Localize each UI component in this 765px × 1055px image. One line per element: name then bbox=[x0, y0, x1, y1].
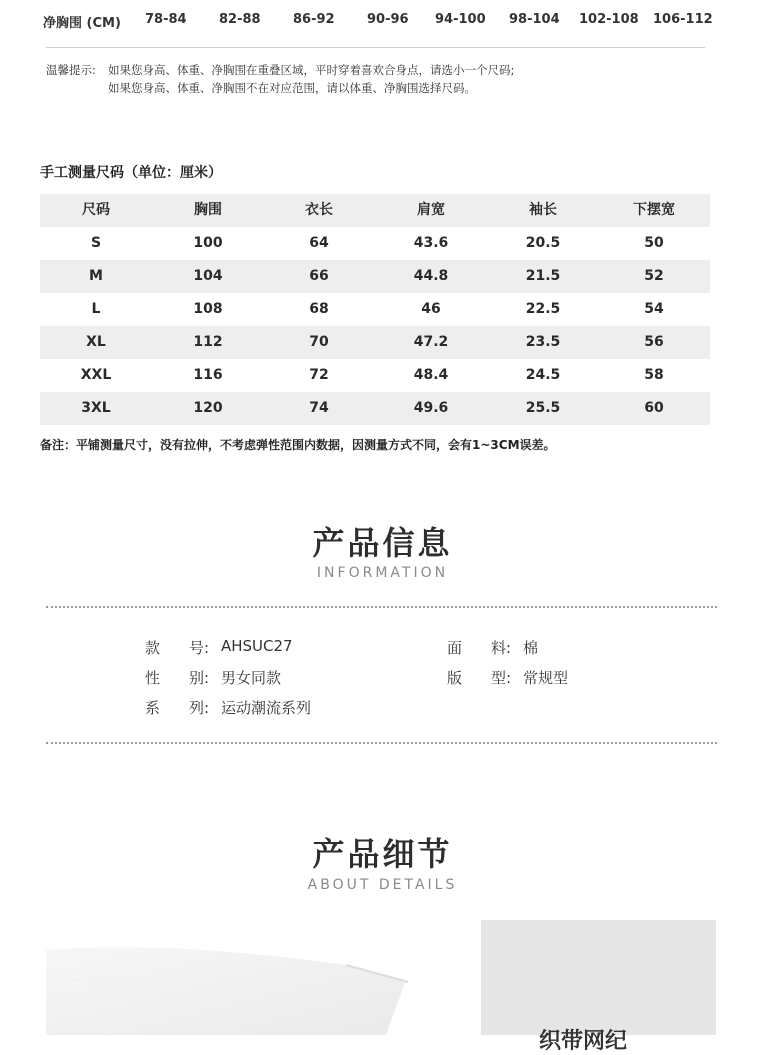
table-header-cell: 袖长 bbox=[529, 202, 557, 218]
table-cell: L bbox=[91, 301, 101, 317]
info-label: 号: bbox=[189, 639, 210, 657]
detail-photo-fabric bbox=[46, 920, 481, 1035]
table-cell: 66 bbox=[309, 268, 329, 284]
table-cell: 58 bbox=[644, 367, 664, 383]
table-header-cell: 胸围 bbox=[194, 202, 222, 218]
tip-line-2: 如果您身高、体重、净胸围不在对应范围，请以体重、净胸围选择尺码。 bbox=[108, 81, 476, 95]
info-label: 款 bbox=[145, 639, 161, 657]
info-label: 系 bbox=[145, 699, 161, 717]
measure-note: 备注：平铺测量尺寸，没有拉伸，不考虑弹性范围内数据，因测量方式不同，会有1~3CM误差。 bbox=[40, 438, 556, 452]
table-cell: XXL bbox=[80, 367, 112, 383]
chest-value: 98-104 bbox=[509, 12, 560, 27]
table-cell: 43.6 bbox=[413, 235, 449, 251]
table-cell: 44.8 bbox=[413, 268, 449, 284]
dotted-divider bbox=[46, 742, 717, 744]
table-cell: 54 bbox=[644, 301, 664, 317]
info-label: 别: bbox=[189, 669, 210, 687]
details-subtitle: ABOUT DETAILS bbox=[307, 877, 458, 893]
table-header-row bbox=[40, 194, 710, 227]
divider bbox=[46, 47, 705, 48]
chest-value: 86-92 bbox=[293, 12, 335, 27]
chest-value: 90-96 bbox=[367, 12, 409, 27]
chest-value: 82-88 bbox=[219, 12, 261, 27]
table-cell: M bbox=[89, 268, 103, 284]
table-cell: 46 bbox=[421, 301, 441, 317]
table-cell: 48.4 bbox=[413, 367, 449, 383]
dotted-divider bbox=[46, 606, 717, 608]
table-cell: 120 bbox=[193, 400, 223, 416]
table-cell: 112 bbox=[193, 334, 223, 350]
table-cell: S bbox=[90, 235, 102, 251]
table-cell: 70 bbox=[309, 334, 329, 350]
detail-photo-tape bbox=[481, 920, 716, 1054]
chest-value: 94-100 bbox=[435, 12, 486, 27]
info-label: 列: bbox=[189, 699, 210, 717]
table-cell: 22.5 bbox=[525, 301, 561, 317]
table-header-cell: 下摆宽 bbox=[633, 202, 675, 218]
table-cell: 60 bbox=[644, 400, 664, 416]
table-header-cell: 尺码 bbox=[82, 202, 110, 218]
info-value: 男女同款 bbox=[221, 669, 282, 687]
info-label: 面 bbox=[447, 639, 463, 657]
table-cell: 64 bbox=[309, 235, 329, 251]
table-header-cell: 肩宽 bbox=[417, 202, 445, 218]
table-row bbox=[40, 227, 710, 260]
table-row bbox=[40, 260, 710, 293]
info-value: 常规型 bbox=[523, 669, 569, 687]
measure-table bbox=[40, 194, 710, 425]
table-cell: 47.2 bbox=[413, 334, 449, 350]
table-cell: XL bbox=[86, 334, 106, 350]
table-cell: 50 bbox=[644, 235, 664, 251]
info-label: 版 bbox=[447, 669, 463, 687]
chest-value: 78-84 bbox=[145, 12, 187, 27]
info-subtitle: INFORMATION bbox=[316, 565, 449, 581]
chest-label: 净胸围 (CM) bbox=[43, 16, 121, 31]
table-cell: 24.5 bbox=[525, 367, 561, 383]
table-cell: 21.5 bbox=[525, 268, 561, 284]
measure-table-title: 手工测量尺码（单位：厘米） bbox=[40, 165, 222, 181]
info-title: 产品信息 bbox=[312, 524, 453, 562]
table-row bbox=[40, 392, 710, 425]
table-cell: 52 bbox=[644, 268, 664, 284]
table-cell: 25.5 bbox=[525, 400, 561, 416]
table-cell: 20.5 bbox=[525, 235, 561, 251]
table-row bbox=[40, 326, 710, 359]
fabric-image bbox=[46, 920, 481, 1035]
table-row bbox=[40, 293, 710, 326]
table-cell: 72 bbox=[309, 367, 329, 383]
info-value: 棉 bbox=[523, 639, 539, 657]
tip-line-1: 如果您身高、体重、净胸围在重叠区域，平时穿着喜欢合身点，请选小一个尺码; bbox=[108, 63, 515, 77]
info-value: 运动潮流系列 bbox=[221, 699, 312, 717]
detail-caption: 织带网纪 bbox=[539, 1029, 628, 1054]
info-label: 料: bbox=[491, 639, 512, 657]
info-value: AHSUC27 bbox=[221, 637, 293, 655]
info-label: 性 bbox=[145, 669, 161, 687]
chest-value: 106-112 bbox=[653, 12, 713, 27]
table-cell: 68 bbox=[309, 301, 329, 317]
table-cell: 56 bbox=[644, 334, 664, 350]
table-cell: 108 bbox=[193, 301, 223, 317]
table-cell: 3XL bbox=[81, 400, 111, 416]
table-cell: 49.6 bbox=[413, 400, 449, 416]
details-title: 产品细节 bbox=[312, 835, 453, 873]
info-label: 型: bbox=[491, 669, 512, 687]
table-cell: 23.5 bbox=[525, 334, 561, 350]
chest-size-row bbox=[0, 8, 750, 34]
table-cell: 74 bbox=[309, 400, 329, 416]
table-cell: 100 bbox=[193, 235, 223, 251]
chest-value: 102-108 bbox=[579, 12, 639, 27]
table-cell: 116 bbox=[193, 367, 223, 383]
tip-prefix: 温馨提示: bbox=[46, 63, 96, 77]
table-header-cell: 衣长 bbox=[305, 202, 333, 218]
table-row bbox=[40, 359, 710, 392]
table-cell: 104 bbox=[193, 268, 223, 284]
